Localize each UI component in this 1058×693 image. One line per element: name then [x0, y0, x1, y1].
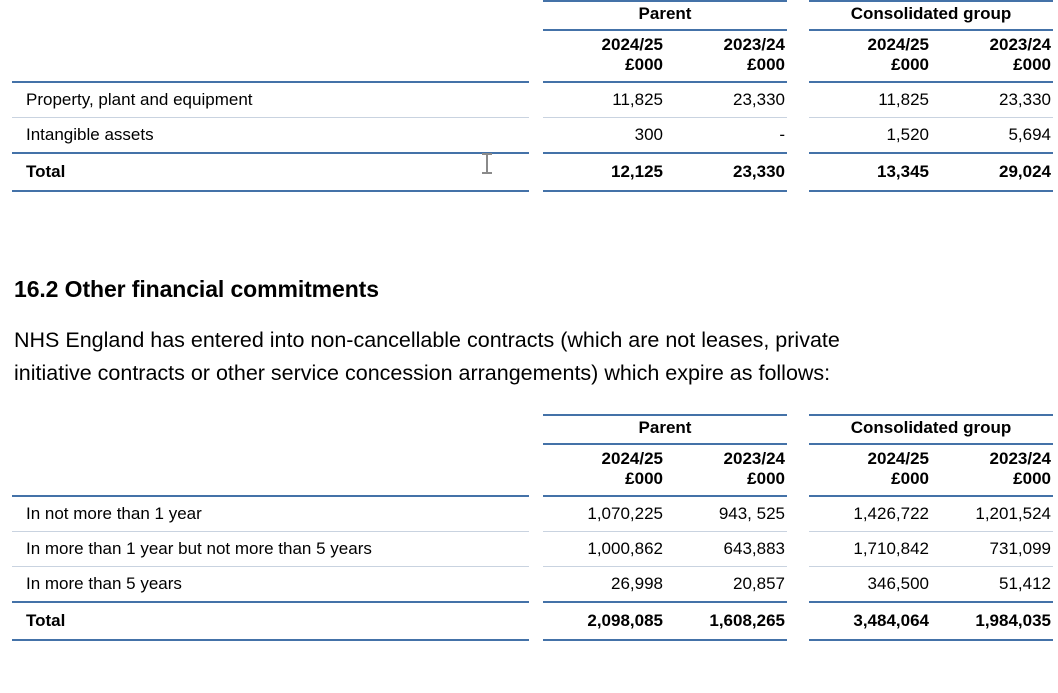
row-label: Property, plant and equipment	[12, 82, 529, 118]
spacer-cell	[12, 444, 529, 496]
row-value: 26,998	[543, 567, 665, 603]
table-header	[12, 415, 1053, 496]
total-value: 29,024	[931, 153, 1053, 191]
year-label: 2024/25	[867, 35, 929, 54]
spacer-cell	[529, 415, 543, 444]
table-row	[12, 118, 1053, 154]
spacer-cell	[787, 82, 809, 118]
group-header-row	[12, 415, 1053, 444]
row-value: 1,710,842	[809, 532, 931, 567]
row-value: 643,883	[665, 532, 787, 567]
section-paragraph	[14, 324, 840, 391]
total-value: 1,984,035	[931, 602, 1053, 640]
year-label: 2024/25	[601, 449, 663, 468]
spacer-cell	[529, 496, 543, 532]
row-value: 20,857	[665, 567, 787, 603]
table-total-row	[12, 602, 1053, 640]
spacer-cell	[787, 118, 809, 154]
row-value: 5,694	[931, 118, 1053, 154]
unit-label: £000	[625, 469, 663, 489]
row-value: 943, 525	[665, 496, 787, 532]
group-header-parent: Parent	[543, 415, 787, 444]
total-value: 23,330	[665, 153, 787, 191]
spacer-cell	[529, 602, 543, 640]
table-row	[12, 532, 1053, 567]
table-body	[12, 82, 1053, 191]
spacer-cell	[787, 153, 809, 191]
row-value: 346,500	[809, 567, 931, 603]
group-header-consolidated: Consolidated group	[809, 1, 1053, 30]
spacer-cell	[529, 1, 543, 30]
row-value: 51,412	[931, 567, 1053, 603]
row-value: 731,099	[931, 532, 1053, 567]
text-cursor-icon	[486, 153, 488, 174]
spacer-cell	[529, 82, 543, 118]
unit-label: £000	[1013, 469, 1051, 489]
table-row	[12, 496, 1053, 532]
paragraph-line-1: NHS England has entered into non-cancellable contracts (which are not leases, private	[14, 328, 840, 352]
year-header	[665, 444, 787, 496]
year-label: 2024/25	[601, 35, 663, 54]
spacer-cell	[529, 532, 543, 567]
total-value: 13,345	[809, 153, 931, 191]
spacer-cell	[529, 567, 543, 603]
unit-label: £000	[891, 469, 929, 489]
year-header	[931, 30, 1053, 82]
spacer-cell	[787, 415, 809, 444]
year-label: 2023/24	[989, 35, 1051, 54]
spacer-cell	[529, 30, 543, 82]
row-value: 300	[543, 118, 665, 154]
year-header	[931, 444, 1053, 496]
spacer-cell	[787, 1, 809, 30]
group-header-row	[12, 1, 1053, 30]
group-header-consolidated: Consolidated group	[809, 415, 1053, 444]
table-row	[12, 567, 1053, 603]
table-header	[12, 1, 1053, 82]
unit-label: £000	[747, 55, 785, 75]
section-heading: 16.2 Other financial commitments	[14, 276, 379, 302]
spacer-cell	[529, 153, 543, 191]
spacer-cell	[787, 567, 809, 603]
row-value: 1,426,722	[809, 496, 931, 532]
group-header-parent: Parent	[543, 1, 787, 30]
year-header	[809, 30, 931, 82]
year-label: 2024/25	[867, 449, 929, 468]
table-row	[12, 82, 1053, 118]
table-total-row	[12, 153, 1053, 191]
year-label: 2023/24	[723, 449, 785, 468]
spacer-cell	[12, 1, 529, 30]
spacer-cell	[529, 444, 543, 496]
row-value: 1,070,225	[543, 496, 665, 532]
row-label: In more than 1 year but not more than 5 years	[12, 532, 529, 567]
row-value: 11,825	[809, 82, 931, 118]
row-value: 23,330	[665, 82, 787, 118]
year-header	[543, 30, 665, 82]
capital-commitments-table	[12, 0, 1053, 192]
other-financial-commitments-table	[12, 414, 1053, 641]
row-value: -	[665, 118, 787, 154]
row-value: 1,201,524	[931, 496, 1053, 532]
total-value: 12,125	[543, 153, 665, 191]
row-value: 11,825	[543, 82, 665, 118]
total-value: 1,608,265	[665, 602, 787, 640]
unit-label: £000	[625, 55, 663, 75]
spacer-cell	[787, 444, 809, 496]
spacer-cell	[787, 602, 809, 640]
row-value: 23,330	[931, 82, 1053, 118]
paragraph-line-2: initiative contracts or other service concession arrangements) which expire as follows:	[14, 361, 831, 386]
year-label: 2023/24	[723, 35, 785, 54]
row-value: 1,000,862	[543, 532, 665, 567]
year-label: 2023/24	[989, 449, 1051, 468]
unit-label: £000	[1013, 55, 1051, 75]
row-value: 1,520	[809, 118, 931, 154]
spacer-cell	[12, 415, 529, 444]
spacer-cell	[787, 496, 809, 532]
total-value: 2,098,085	[543, 602, 665, 640]
spacer-cell	[12, 30, 529, 82]
row-label: In not more than 1 year	[12, 496, 529, 532]
table-body	[12, 496, 1053, 640]
year-header	[665, 30, 787, 82]
spacer-cell	[529, 118, 543, 154]
total-label: Total	[12, 602, 529, 640]
year-header-row	[12, 444, 1053, 496]
spacer-cell	[787, 30, 809, 82]
unit-label: £000	[747, 469, 785, 489]
year-header	[543, 444, 665, 496]
row-label: In more than 5 years	[12, 567, 529, 603]
unit-label: £000	[891, 55, 929, 75]
spacer-cell	[787, 532, 809, 567]
year-header	[809, 444, 931, 496]
year-header-row	[12, 30, 1053, 82]
row-label: Intangible assets	[12, 118, 529, 154]
total-value: 3,484,064	[809, 602, 931, 640]
total-label: Total	[12, 153, 529, 191]
